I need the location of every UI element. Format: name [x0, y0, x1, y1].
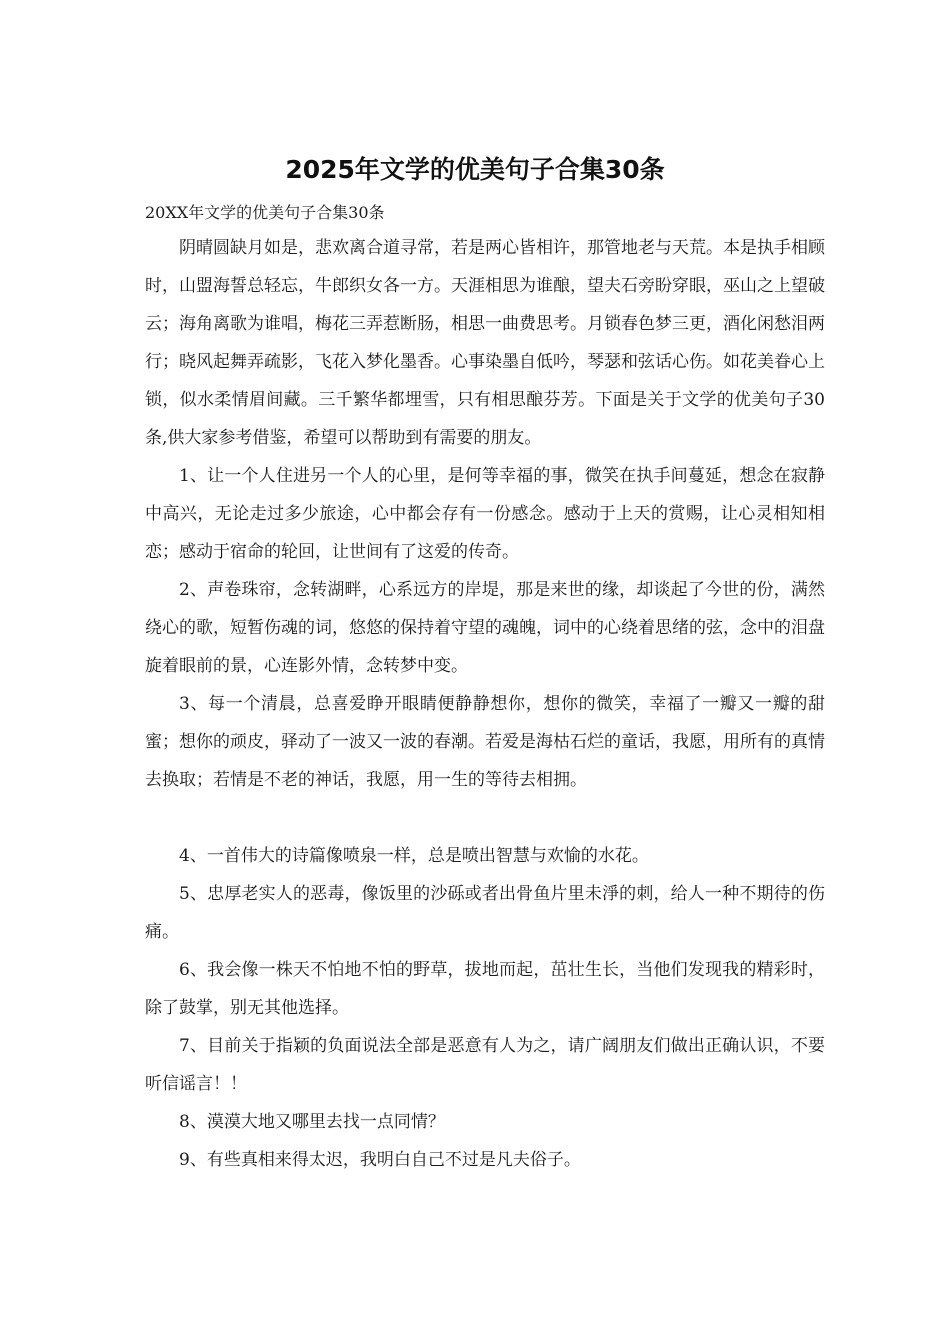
sentence-item-8: 8、漠漠大地又哪里去找一点同情？ — [179, 1112, 445, 1132]
sentence-item-2: 2、声卷珠帘，念转湖畔，心系远方的岸堤，那是来世的缘，却谈起了今世的份，满然绕心的歌，短暂伤魂的词，悠悠的保持着守望的魂魄，词中的心绕着思绪的弦，念中的泪盘旋着眼前的景，心连影外情，念转梦中变。 — [145, 580, 825, 676]
document-title: 2025年文学的优美句子合集30条 — [285, 155, 665, 184]
document-subtitle: 20XX年文学的优美句子合集30条 — [145, 203, 385, 222]
sentence-item-1: 1、让一个人住进另一个人的心里，是何等幸福的事，微笑在执手间蔓延，想念在寂静中高兴，无论走过多少旅途，心中都会存有一份感念。感动于上天的赏赐，让心灵相知相恋；感动于宿命的轮回，让世间有了这爱的传奇。 — [145, 466, 825, 562]
sentence-item-5: 5、忠厚老实人的恶毒，像饭里的沙砾或者出骨鱼片里未淨的刺，给人一种不期待的伤痛。 — [145, 884, 825, 942]
sentence-item-7: 7、目前关于指颖的负面说法全部是恶意有人为之，请广阔朋友们做出正确认识，不要听信谣言！！ — [145, 1036, 825, 1094]
sentence-item-6: 6、我会像一株天不怕地不怕的野草，拔地而起，茁壮生长，当他们发现我的精彩时，除了鼓掌，别无其他选择。 — [145, 960, 825, 1018]
sentence-item-3: 3、每一个清晨，总喜爱睁开眼睛便静静想你，想你的微笑，幸福了一瓣又一瓣的甜蜜；想你的顽皮，驿动了一波又一波的春潮。若爱是海枯石烂的童话，我愿，用所有的真情去换取；若情是不老的神话，我愿，用一生的等待去相拥。 — [145, 694, 825, 790]
sentence-item-9: 9、有些真相来得太迟，我明白自己不过是凡夫俗子。 — [179, 1150, 581, 1170]
sentence-item-4: 4、一首伟大的诗篇像喷泉一样，总是喷出智慧与欢愉的水花。 — [179, 846, 649, 866]
intro-paragraph: 阴晴圆缺月如是，悲欢离合道寻常，若是两心皆相许，那管地老与天荒。本是执手相顾时，山盟海誓总轻忘，牛郎织女各一方。天涯相思为谁酿，望夫石旁盼穿眼，巫山之上望破云；海角离歌为谁唱，梅花三弄惹断肠，相思一曲费思考。月锁春色梦三更，酒化闲愁泪两行；晓风起舞弄疏影，飞花入梦化墨香。心事染墨自低吟，琴瑟和弦话心伤。如花美眷心上锁，似水柔情眉间藏。三千繁华都埋雪，只有相思酿芬芳。下面是关于文学的优美句子30条,供大家参考借鉴，希望可以帮助到有需要的朋友。 — [145, 238, 825, 448]
document-body — [145, 229, 825, 1179]
